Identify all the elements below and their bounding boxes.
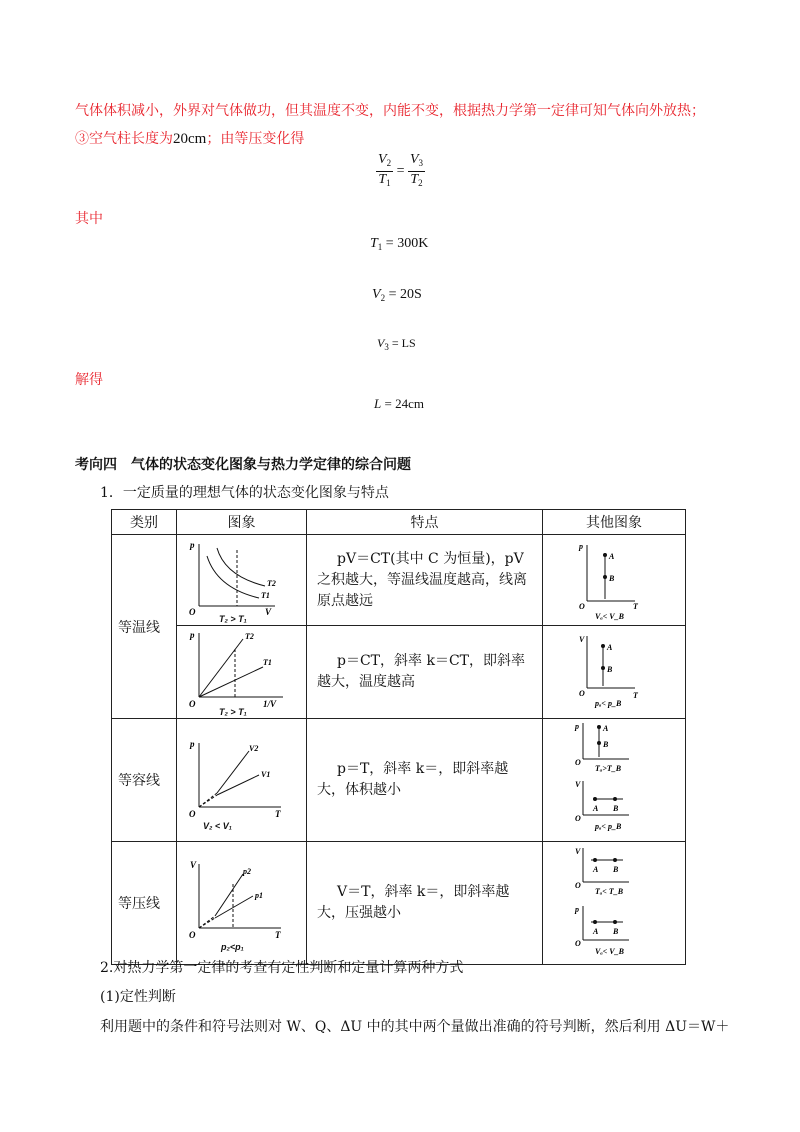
table-row <box>112 719 686 842</box>
isotherm-pv-graph <box>177 536 305 622</box>
isobaric-vt-graph <box>177 854 305 954</box>
sub-item-qualitative: (1)定性判断 <box>100 989 176 1005</box>
solution-line-1: 气体体积减小，外界对气体做功，但其温度不变，内能不变，根据热力学第一定律可知气体向外放热； <box>75 103 705 119</box>
point-a-label: A <box>593 804 599 813</box>
solve-label: 解得 <box>75 372 103 388</box>
graph-caption: Vₐ< V_B <box>595 612 624 621</box>
origin-label: O <box>189 699 196 709</box>
eq-sub: 3 <box>384 342 389 352</box>
point-b-label: B <box>609 574 615 583</box>
axis-label-t: T <box>633 602 638 611</box>
axis-label-t: T <box>275 809 281 819</box>
origin-label: O <box>189 809 196 819</box>
axis-label-v: V <box>579 635 585 644</box>
origin-label: O <box>575 814 581 823</box>
point-b-label: B <box>613 865 619 874</box>
graph-cell <box>177 719 307 842</box>
table-header-cell: 图象 <box>177 510 307 535</box>
table-row <box>112 842 686 965</box>
axis-label-v: V <box>575 780 581 789</box>
paragraph-text: 利用题中的条件和符号法则对 W、Q、ΔU 中的其中两个量做出准确的符号判断，然后利用 ΔU＝W＋ <box>100 1019 730 1035</box>
point-b-label: B <box>613 927 619 936</box>
eq-var: T <box>410 172 419 187</box>
table-header-cell: 类别 <box>112 510 177 535</box>
feature-isochoric: p＝T，斜率 k＝，即斜率越大，体积越小 <box>307 719 543 842</box>
point-b-label: B <box>603 740 609 749</box>
eq-sub: 1 <box>377 242 383 252</box>
graph-caption: pₐ< p_B <box>595 822 622 831</box>
point-a-label: A <box>609 552 615 561</box>
eq-sub: 2 <box>380 293 386 303</box>
other-graph-cell <box>543 535 686 626</box>
axis-label-v: V <box>190 860 197 870</box>
category-isothermal: 等温线 <box>112 535 177 719</box>
eq-equals: = <box>396 163 405 179</box>
origin-label: O <box>189 930 196 940</box>
solution-line-2-prefix: ③空气柱长度为 <box>75 131 173 147</box>
equation-isobaric-ratio <box>376 152 425 191</box>
equation-l <box>374 396 424 412</box>
other-graph-cell <box>543 842 686 965</box>
gas-state-graph-table <box>111 509 686 965</box>
origin-label: O <box>189 607 196 617</box>
eq-rhs: = LS <box>391 336 416 350</box>
point-b-label: B <box>613 804 619 813</box>
feature-isobaric: V＝T，斜率 k＝，即斜率越大，压强越小 <box>307 842 543 965</box>
point-b-label: B <box>607 665 613 674</box>
point-a-label: A <box>603 724 609 733</box>
eq-rhs: = 20S <box>388 287 422 302</box>
graph-cell <box>177 535 307 626</box>
feature-isothermal-p-inv-v: p＝CT，斜率 k＝CT，即斜率越大，温度越高 <box>307 626 543 719</box>
line-label-p1: p1 <box>255 891 263 900</box>
eq-sub: 3 <box>418 158 424 168</box>
graph-caption: pₐ< p_B <box>595 699 622 708</box>
category-isobaric: 等压线 <box>112 842 177 965</box>
other-graph-cell <box>543 719 686 842</box>
axis-label-v: V <box>575 847 581 856</box>
graph-cell <box>177 626 307 719</box>
axis-label-t: T <box>633 691 638 700</box>
other-graph-vt <box>543 626 683 714</box>
eq-var: V <box>409 152 419 167</box>
origin-label: O <box>579 602 585 611</box>
other-graph-pair-isobaric <box>543 842 683 960</box>
axis-label-v: V <box>265 607 272 617</box>
origin-label: O <box>575 881 581 890</box>
eq-var: L <box>374 396 382 411</box>
line-label-t1: T1 <box>263 658 272 667</box>
equation-t1 <box>370 236 428 252</box>
eq-var: T <box>370 236 378 251</box>
feature-isothermal-pv: pV＝CT(其中 C 为恒量)，pV 之积越大，等温线温度越高，线离原点越远 <box>307 535 543 626</box>
graph-caption: T₂ > T₁ <box>219 614 247 624</box>
eq-var: V <box>377 336 385 350</box>
line-label-t2: T2 <box>245 632 254 641</box>
eq-sub: 1 <box>386 178 391 188</box>
curve-label-t1: T1 <box>261 591 270 600</box>
isochoric-pt-graph <box>177 729 305 829</box>
item-2-text: 2.对热力学第一定律的考查有定性判断和定量计算两种方式 <box>100 960 464 976</box>
axis-label-p: p <box>575 905 579 914</box>
origin-label: O <box>579 689 585 698</box>
eq-var: T <box>378 172 387 187</box>
axis-label-p: p <box>190 739 195 749</box>
eq-rhs: = 24cm <box>384 396 424 411</box>
solution-line-2-suffix: ；由等压变化得 <box>206 131 305 147</box>
curve-label-t2: T2 <box>267 579 276 588</box>
other-graph-pt <box>543 535 683 621</box>
eq-sub: 2 <box>418 178 423 188</box>
graph-caption: p₂<p₁ <box>221 942 244 952</box>
axis-label-inv-v: 1/V <box>263 699 277 709</box>
section-heading: 考向四 气体的状态变化图象与热力学定律的综合问题 <box>75 457 411 473</box>
table-row <box>112 626 686 719</box>
solution-line-2 <box>75 128 304 148</box>
eq-sub: 2 <box>386 158 392 168</box>
eq-rhs: = 300K <box>385 236 429 251</box>
equation-v3 <box>377 336 416 352</box>
line-label-v1: V1 <box>261 770 271 779</box>
table-row <box>112 535 686 626</box>
graph-caption: Vₐ< V_B <box>595 947 624 956</box>
graph-caption: V₂ < V₁ <box>203 821 232 831</box>
axis-label-t: T <box>275 930 281 940</box>
line-label-p2: p2 <box>243 867 251 876</box>
line-label-v2: V2 <box>249 744 259 753</box>
point-a-label: A <box>593 865 599 874</box>
solution-length-value: 20cm <box>173 131 207 147</box>
graph-caption: Tₐ>T_B <box>595 764 622 773</box>
point-a-label: A <box>607 643 613 652</box>
eq-var: V <box>372 287 381 302</box>
axis-label-p: p <box>190 540 195 550</box>
axis-label-p: p <box>579 542 583 551</box>
other-graph-cell <box>543 626 686 719</box>
origin-label: O <box>575 758 581 767</box>
table-header-cell: 其他图象 <box>543 510 686 535</box>
point-a-label: A <box>593 927 599 936</box>
table-header-cell: 特点 <box>307 510 543 535</box>
equation-v2 <box>372 287 422 303</box>
table-header-row <box>112 510 686 535</box>
origin-label: O <box>575 939 581 948</box>
axis-label-p: p <box>190 630 195 640</box>
item-1-text: 1．一定质量的理想气体的状态变化图象与特点 <box>100 485 389 501</box>
eq-var: V <box>378 152 387 167</box>
where-label: 其中 <box>75 211 103 227</box>
isotherm-p-inv-v-graph <box>177 627 305 715</box>
category-isochoric: 等容线 <box>112 719 177 842</box>
other-graph-pair-isochoric <box>543 719 683 837</box>
graph-cell <box>177 842 307 965</box>
graph-caption: T₂ > T₁ <box>219 707 247 717</box>
axis-label-p: p <box>575 722 579 731</box>
graph-caption: Tₐ< T_B <box>595 887 624 896</box>
